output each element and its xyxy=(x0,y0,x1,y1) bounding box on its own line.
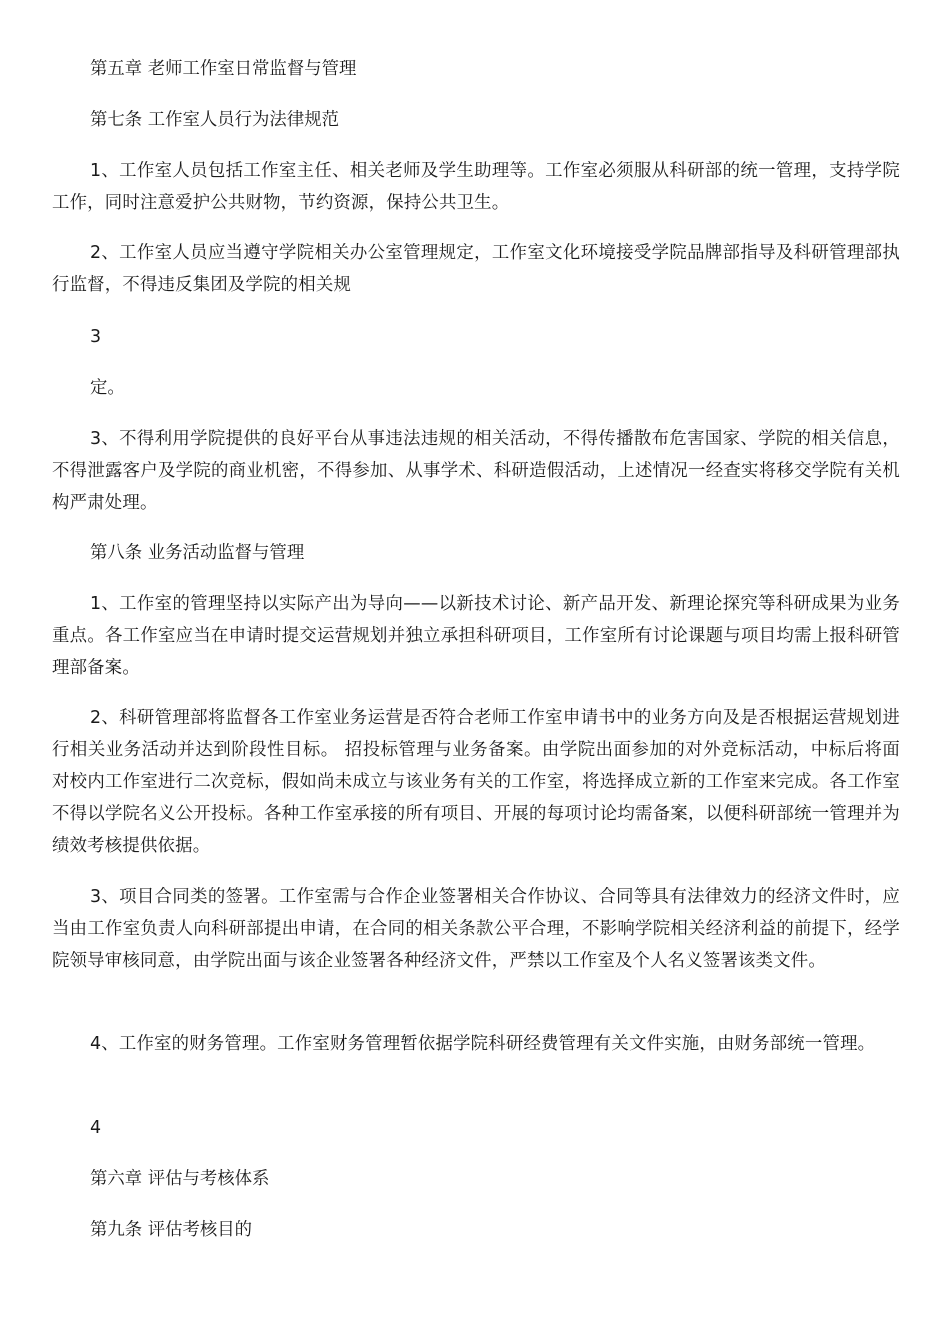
article-7-paragraph-2: 2、工作室人员应当遵守学院相关办公室管理规定，工作室文化环境接受学院品牌部指导及科研管理部执行监督，不得违反集团及学院的相关规 xyxy=(52,243,900,295)
article-8-paragraph-1: 1、工作室的管理坚持以实际产出为导向——以新技术讨论、新产品开发、新理论探究等科研成果为业务重点。各工作室应当在申请时提交运营规划并独立承担科研项目，工作室所有讨论课题与项目均需上报科研管理部备案。 xyxy=(52,594,900,678)
article-7-paragraph-2-continued: 定。 xyxy=(90,378,125,398)
article-8-paragraph-4: 4、工作室的财务管理。工作室财务管理暂依据学院科研经费管理有关文件实施，由财务部统一管理。 xyxy=(90,1034,876,1054)
article-8-title: 第八条 业务活动监督与管理 xyxy=(90,543,305,563)
page-number: 4 xyxy=(90,1118,102,1138)
article-9-title: 第九条 评估考核目的 xyxy=(90,1220,253,1240)
chapter-5-title: 第五章 老师工作室日常监督与管理 xyxy=(90,59,357,79)
article-7-paragraph-3: 3、不得利用学院提供的良好平台从事违法违规的相关活动，不得传播散布危害国家、学院的相关信息，不得泄露客户及学院的商业机密，不得参加、从事学术、科研造假活动，上述情况一经查实将移交学院有关机构严肃处理。 xyxy=(52,429,900,513)
article-8-paragraph-3: 3、项目合同类的签署。工作室需与合作企业签署相关合作协议、合同等具有法律效力的经济文件时，应当由工作室负责人向科研部提出申请，在合同的相关条款公平合理，不影响学院相关经济利益的前提下，经学院领导审核同意，由学院出面与该企业签署各种经济文件，严禁以工作室及个人名义签署该类文件。 xyxy=(52,887,900,971)
page-number: 3 xyxy=(90,327,102,347)
chapter-6-title: 第六章 评估与考核体系 xyxy=(90,1169,270,1189)
article-7-title: 第七条 工作室人员行为法律规范 xyxy=(90,110,339,130)
article-7-paragraph-1: 1、工作室人员包括工作室主任、相关老师及学生助理等。工作室必须服从科研部的统一管理，支持学院工作，同时注意爱护公共财物，节约资源，保持公共卫生。 xyxy=(52,161,900,213)
article-8-paragraph-2: 2、科研管理部将监督各工作室业务运营是否符合老师工作室申请书中的业务方向及是否根据运营规划进行相关业务活动并达到阶段性目标。 招投标管理与业务备案。由学院出面参加的对外竞标活动，中标后将面对校内工作室进行二次竞标，假如尚未成立与该业务有关的工作室，将选择成立新的工作室来完成。各工作室不得以学院名义公开投标。各种工作室承接的所有项目、开展的每项讨论均需备案，以便科研部统一管理并为绩效考核提供依据。 xyxy=(52,708,900,856)
